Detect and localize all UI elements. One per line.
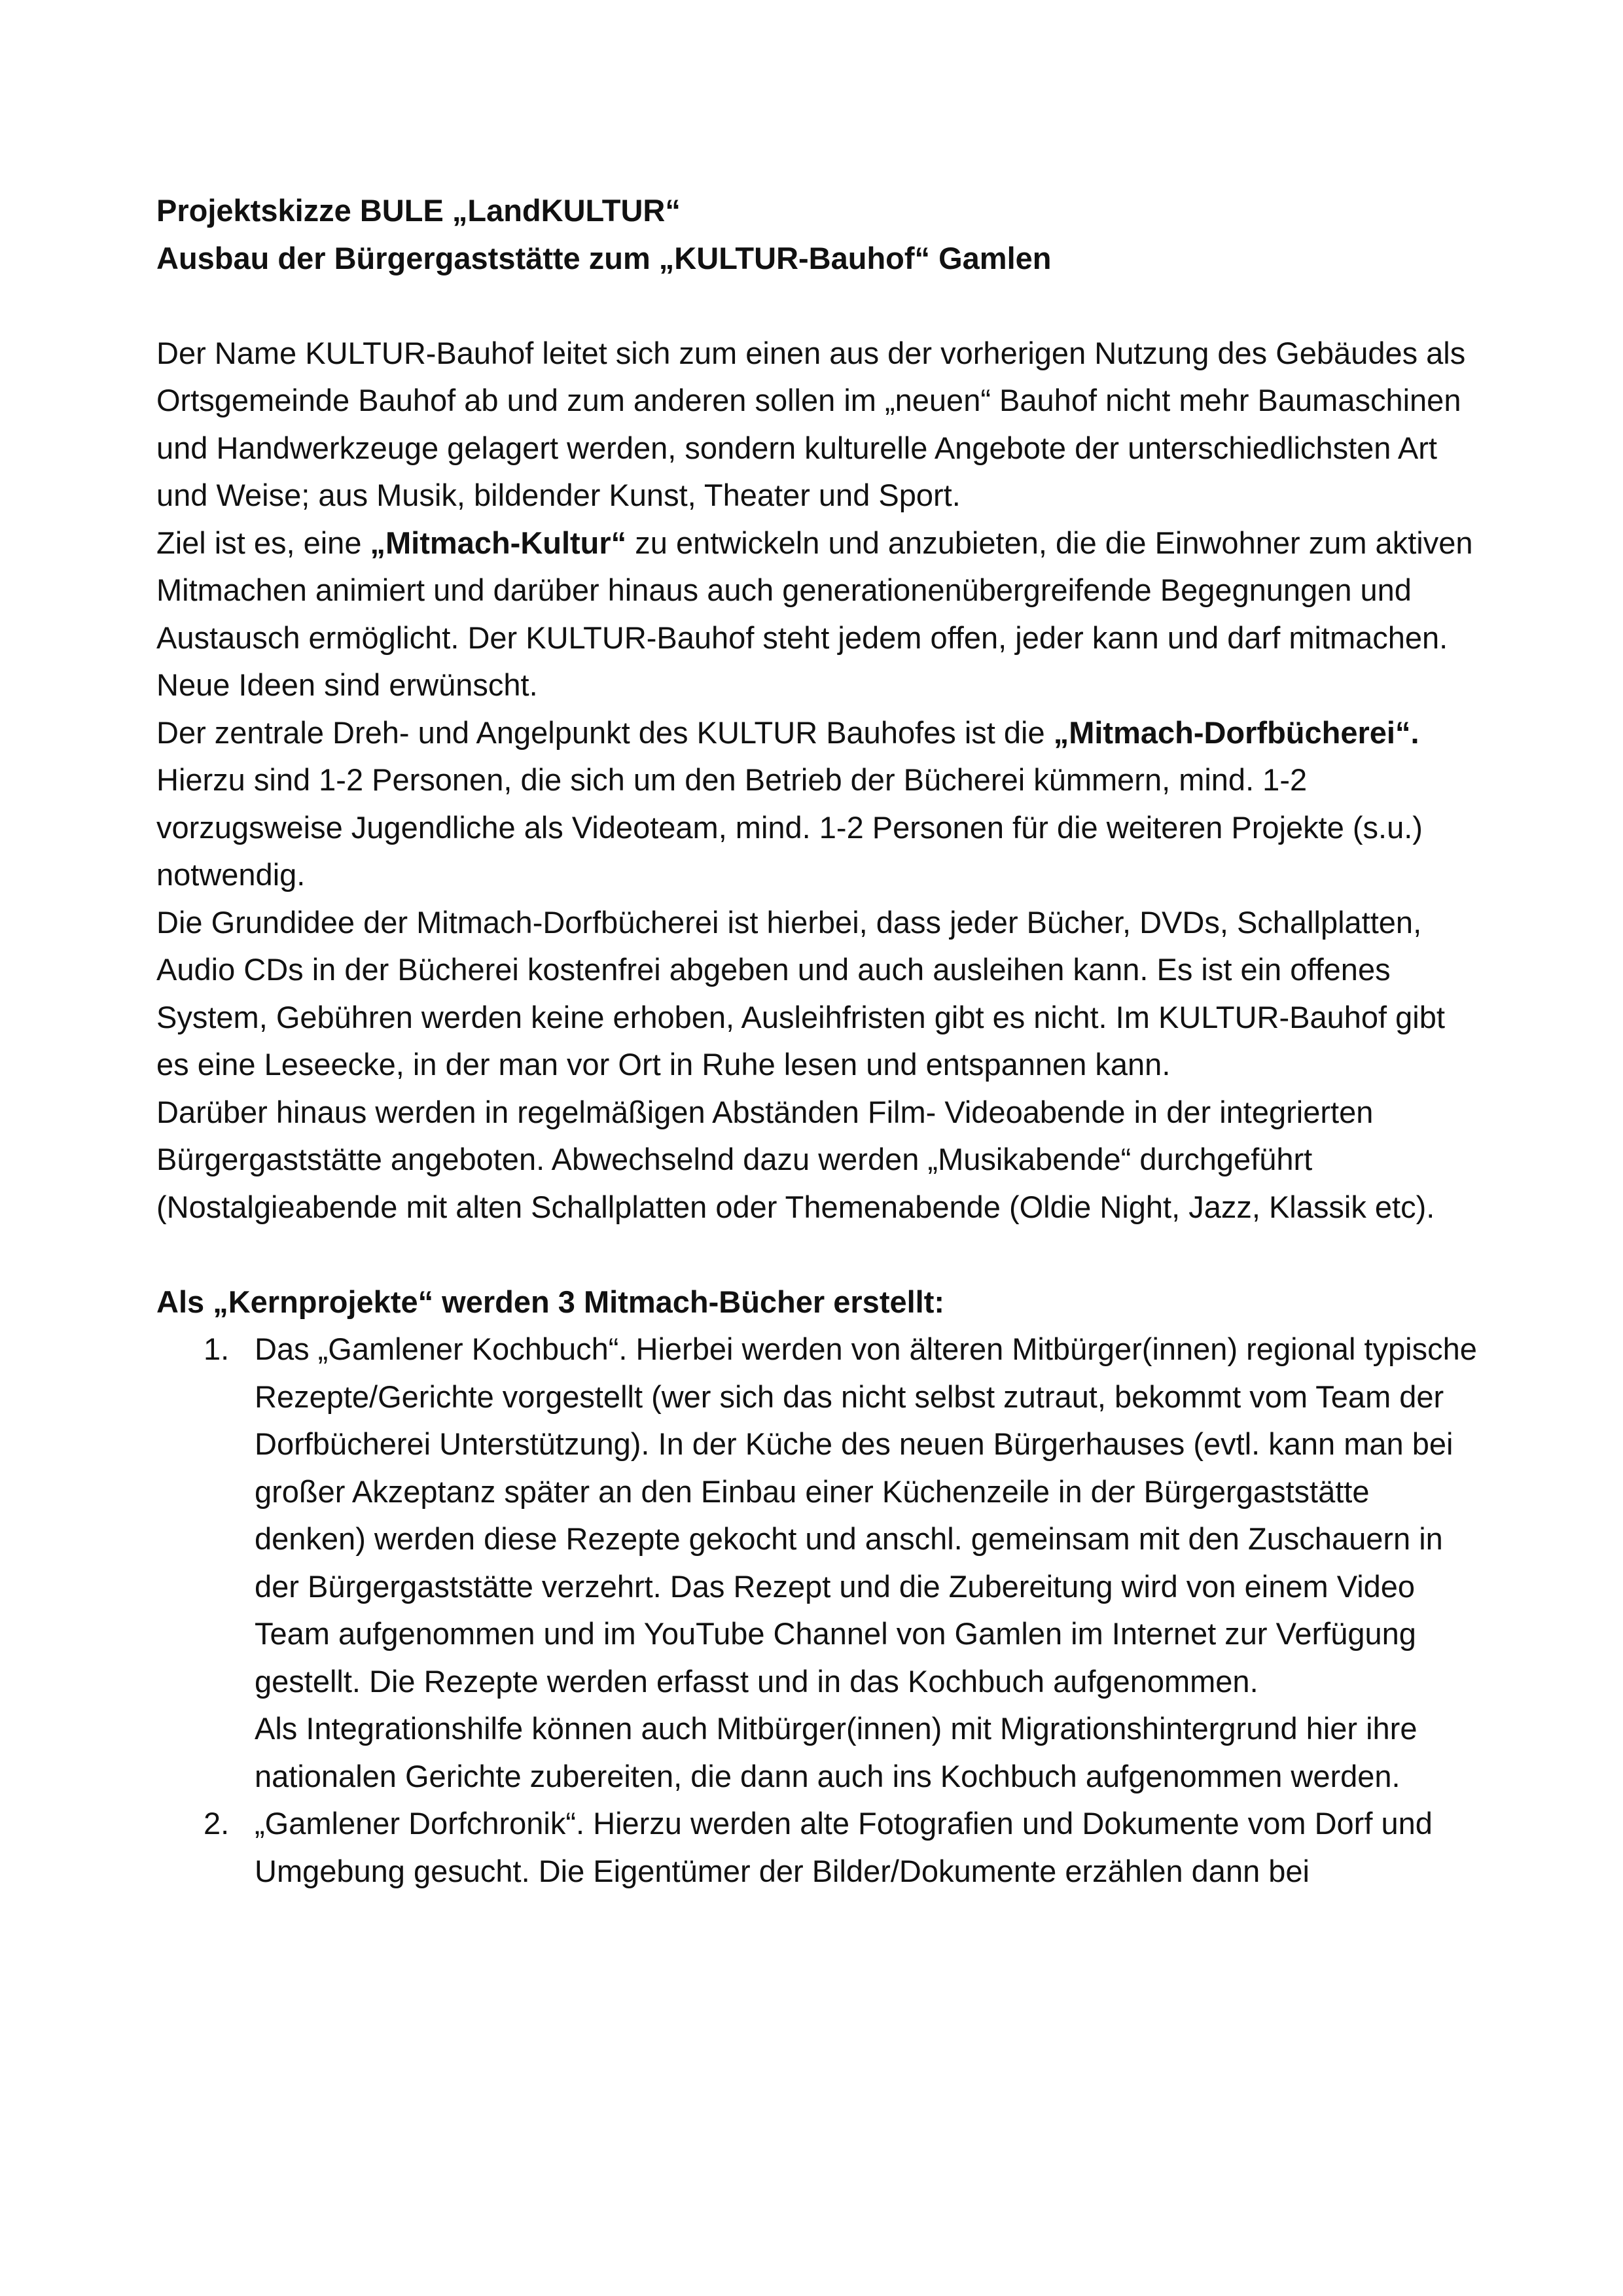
core-projects-heading: Als „Kernprojekte“ werden 3 Mitmach-Bücher erstellt: (156, 1284, 945, 1319)
list-item (156, 1800, 1485, 1895)
core-projects-list (156, 1326, 1485, 1895)
document-page (156, 187, 1485, 1895)
blank-line (156, 1231, 1485, 1279)
list-item-text: Das „Gamlener Kochbuch“. Hierbei werden von älteren Mitbürger(innen) regional typische Rezepte/Gerichte vorgestellt (wer sich das nicht selbst zutraut, bekommt vom Team der Dorfbücherei Unterstützung). In der Küche des neuen Bürgerhauses (evtl. kann man bei großer Akzeptanz später an den Einbau einer Küchenzeile in der Bürgergaststätte denken) werden diese Rezepte gekocht und anschl. gemeinsam mit den Zuschauern in der Bürgergaststätte verzehrt. Das Rezept und die Zubereitung wird von einem Video Team aufgenommen und im YouTube Channel von Gamlen im Internet zur Verfügung gestellt. Die Rezepte werden erfasst und in das Kochbuch aufgenommen. (255, 1332, 1477, 1699)
emphasis-mitmach-dorfbuecherei: „Mitmach-Dorfbücherei“. (1053, 715, 1419, 750)
document-title-line-1: Projektskizze BULE „LandKULTUR“ (156, 193, 681, 228)
paragraph-text: Der zentrale Dreh- und Angelpunkt des KULTUR Bauhofes ist die (156, 715, 1054, 750)
blank-line (156, 282, 1485, 330)
emphasis-mitmach-kultur: „Mitmach-Kultur“ (370, 525, 627, 560)
paragraph-mitmach-kultur (156, 520, 1485, 709)
list-item (156, 1326, 1485, 1800)
document-title-line-2: Ausbau der Bürgergaststätte zum „KULTUR-Bauhof“ Gamlen (156, 240, 1052, 275)
paragraph-videoabende: Darüber hinaus werden in regelmäßigen Abständen Film- Videoabende in der integrierten Bürgergaststätte angeboten. Abwechselnd dazu werden „Musikabende“ durchgeführt (Nostalgieabende mit alten Schallplatten oder Themenabende (Oldie Night, Jazz, Klassik etc). (156, 1094, 1435, 1224)
list-item-number: 2. (204, 1806, 230, 1841)
paragraph-text: Ziel ist es, eine (156, 525, 370, 560)
paragraph-dorfbuecherei (156, 709, 1485, 757)
list-item-text-continued: Als Integrationshilfe können auch Mitbürger(innen) mit Migrationshintergrund hier ihre nationalen Gerichte zubereiten, die dann auch ins Kochbuch aufgenommen werden. (255, 1711, 1418, 1793)
list-item-text: „Gamlener Dorfchronik“. Hierzu werden alte Fotografien und Dokumente vom Dorf und Umgebung gesucht. Die Eigentümer der Bilder/Dokumente erzählen dann bei (255, 1806, 1433, 1888)
paragraph-grundidee: Die Grundidee der Mitmach-Dorfbücherei ist hierbei, dass jeder Bücher, DVDs, Schallplatten, Audio CDs in der Bücherei kostenfrei abgeben und auch ausleihen kann. Es ist ein offenes System, Gebühren werden keine erhoben, Ausleihfristen gibt es nicht. Im KULTUR-Bauhof gibt es eine Leseecke, in der man vor Ort in Ruhe lesen und entspannen kann. (156, 904, 1445, 1082)
list-item-number: 1. (204, 1332, 230, 1366)
paragraph-personnel: Hierzu sind 1-2 Personen, die sich um den Betrieb der Bücherei kümmern, mind. 1-2 vorzugsweise Jugendliche als Videoteam, mind. 1-2 Personen für die weiteren Projekte (s.u.) notwendig. (156, 762, 1423, 892)
paragraph-text: zu entwickeln und anzubieten, die die Einwohner zum aktiven Mitmachen animiert und darüber hinaus auch generationenübergreifende Begegnungen und Austausch ermöglicht. Der KULTUR-Bauhof steht jedem offen, jeder kann und darf mitmachen. Neue Ideen sind erwünscht. (156, 525, 1473, 702)
paragraph-kultur-bauhof-name: Der Name KULTUR-Bauhof leitet sich zum einen aus der vorherigen Nutzung des Gebäudes als Ortsgemeinde Bauhof ab und zum anderen sollen im „neuen“ Bauhof nicht mehr Baumaschinen und Handwerkzeuge gelagert werden, sondern kulturelle Angebote der unterschiedlichsten Art und Weise; aus Musik, bildender Kunst, Theater und Sport. (156, 335, 1466, 512)
